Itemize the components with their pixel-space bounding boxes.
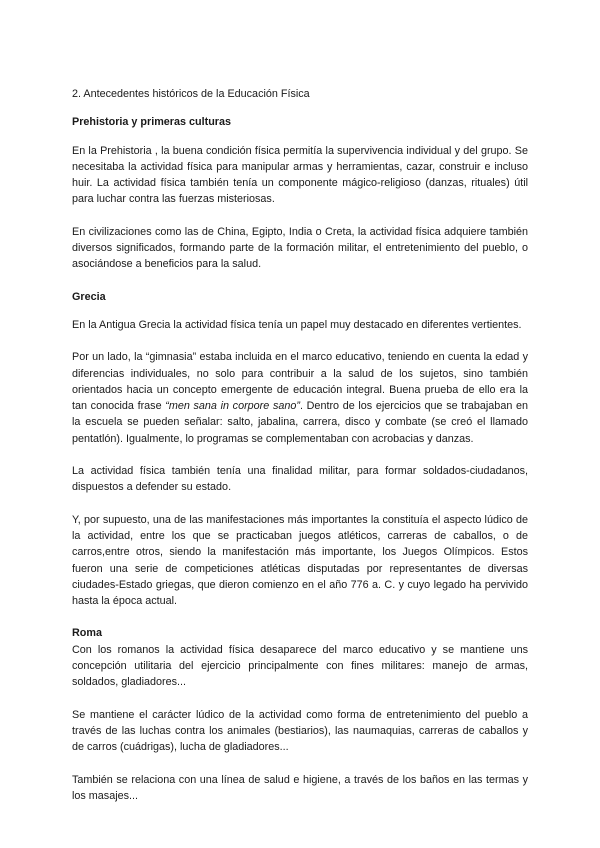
paragraph-prehistoria-2: En civilizaciones como las de China, Egipto, India o Creta, la actividad física adquiere también diversos significados, formando parte de la formación militar, el entretenimiento del pueblo, o asociándose a beneficios para la salud. [72, 225, 528, 271]
document-page [72, 86, 528, 804]
paragraph-grecia-4: Y, por supuesto, una de las manifestaciones más importantes la constituía el aspecto lúdico de la actividad, entre los que se practicaban juegos atléticos, carreras de caballos, o de carros,entre otros, siendo la manifestación más importante, los Juegos Olímpicos. Estos fueron una serie de competiciones atléticas disputadas por representantes de diversas ciudades-Estado griegas, que dieron comienzo en el año 776 a. C. y cuyo legado ha pervivido hasta la época actual. [72, 513, 528, 608]
paragraph-grecia-2 [72, 349, 528, 447]
paragraph-grecia-2-end: . Dentro de los ejercicios que se trabajaban en la escuela se pueden señalar: salto, jabalina, carrera, disco y combate (se creó el llamado pentatlón). Igualmente, lo programas se complementaban con acrobacias y danzas. [72, 400, 529, 445]
heading-prehistoria: Prehistoria y primeras culturas [72, 116, 232, 129]
paragraph-grecia-2-start: Por un lado, la “gimnasia” estaba incluida en el marco educativo, teniendo en cuenta la edad y diferencias individuales, no solo para contribuir a la salud de los sujetos, sino también orientados hacia un concepto emergente de educación integral. Buena prueba de ello era la tan conocida frase [72, 351, 528, 413]
paragraph-roma-2: Se mantiene el carácter lúdico de la actividad como forma de entretenimiento del pueblo a través de las luchas contra los animales (bestiarios), las naumaquias, carreras de caballos y de carros (cuádrigas), lucha de gladiadores... [72, 708, 528, 754]
heading-roma: Roma [72, 627, 102, 640]
section-title: 2. Antecedentes históricos de la Educación Física [72, 88, 310, 100]
paragraph-roma-1: Con los romanos la actividad física desaparece del marco educativo y se mantiene uns concepción utilitaria del ejercicio principalmente con fines militares: manejo de armas, soldados, gladiadores... [72, 643, 528, 689]
paragraph-grecia-1: En la Antigua Grecia la actividad física tenía un papel muy destacado en diferentes vertientes. [72, 318, 522, 331]
paragraph-grecia-3: La actividad física también tenía una finalidad militar, para formar soldados-ciudadanos, dispuestos a defender su estado. [72, 465, 528, 494]
paragraph-prehistoria-1: En la Prehistoria , la buena condición física permitía la supervivencia individual y del grupo. Se necesitaba la actividad física para manipular armas y herramientas, cazar, construir e incluso huir. La actividad física también tenía un componente mágico-religioso (danzas, rituales) útil para luchar contra las fuerzas misteriosas. [72, 144, 528, 206]
latin-quote: “men sana in corpore sano” [165, 400, 300, 413]
paragraph-roma-3: También se relaciona con una línea de salud e higiene, a través de los baños en las termas y los masajes... [72, 773, 528, 802]
heading-grecia: Grecia [72, 290, 106, 303]
